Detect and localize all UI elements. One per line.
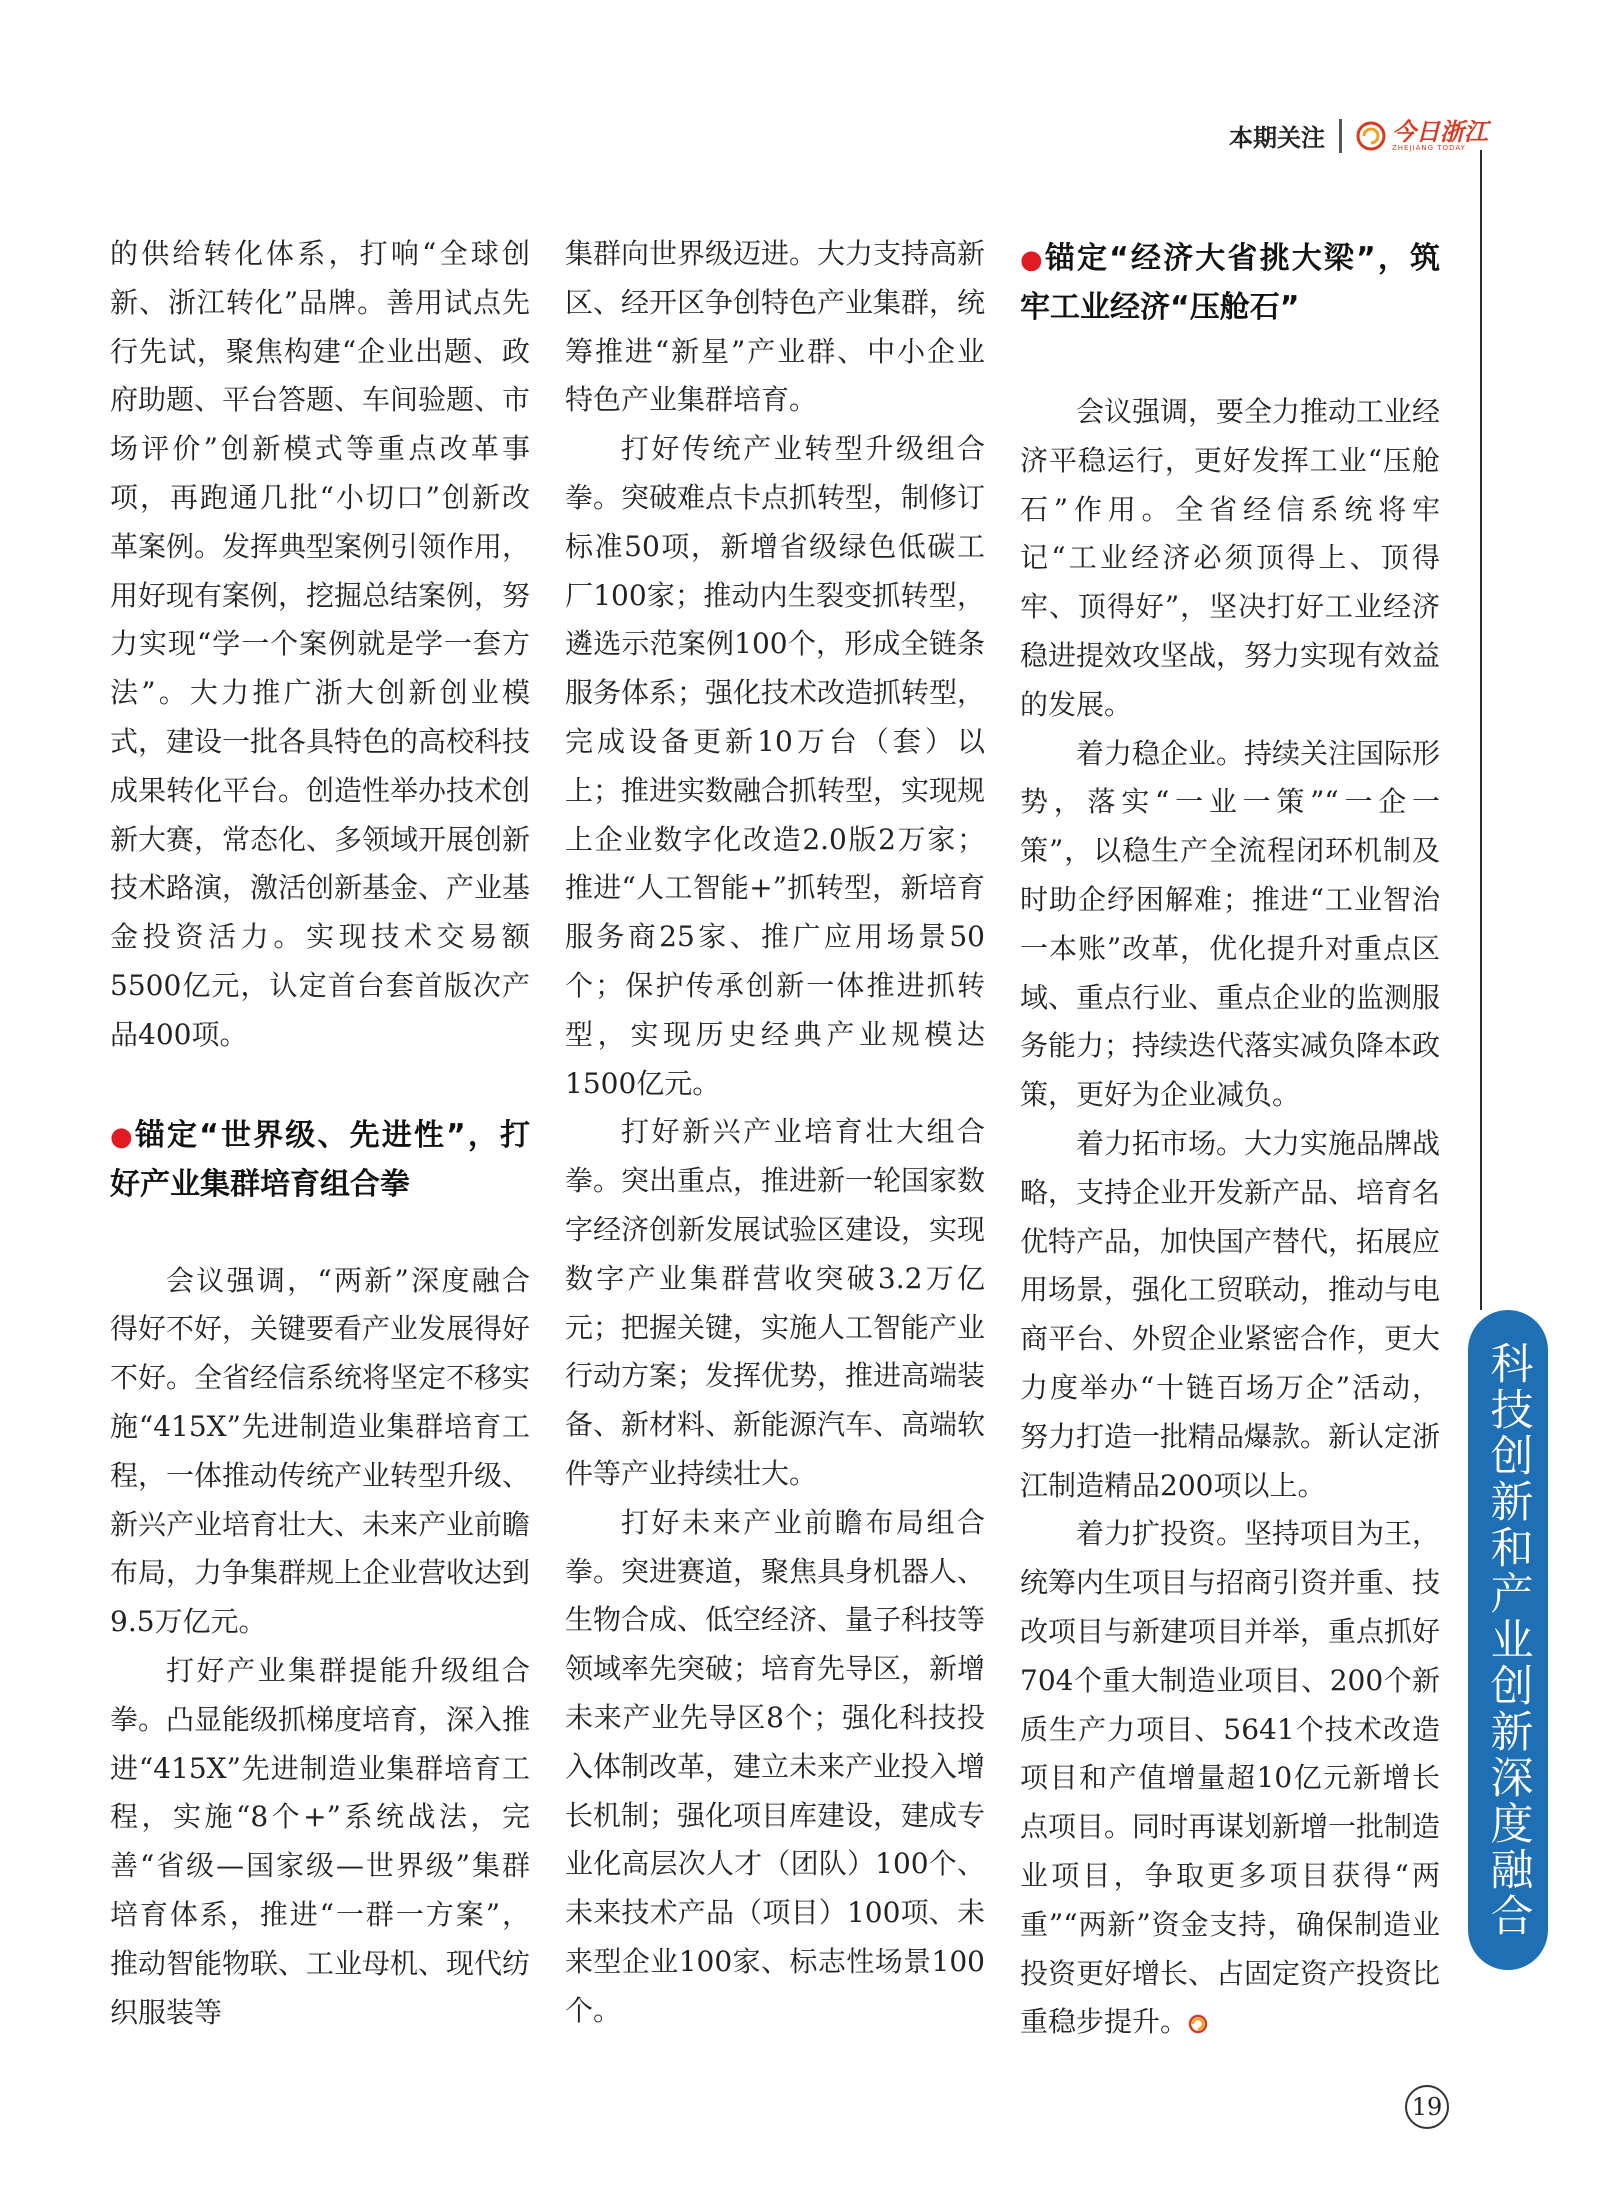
topic-sidebar-tab (1468, 1310, 1548, 1970)
paragraph: 集群向世界级迈进。大力支持高新区、经开区争创特色产业集群，统筹推进“新星”产业群、中小企业特色产业集群培育。 (565, 237, 986, 417)
header-divider (1339, 119, 1342, 153)
section-title: 本期关注 (1229, 124, 1325, 152)
heading-text: 锚定“世界级、先进性”，打好产业集群培育组合拳 (110, 1117, 531, 1202)
end-mark-icon (1188, 2014, 1208, 2034)
section-heading (110, 1112, 530, 1209)
column-1 (110, 230, 530, 2037)
paragraph: 的供给转化体系，打响“全球创新、浙江转化”品牌。善用试点先行先试，聚焦构建“企业出题、政府助题、平台答题、车间验题、市场评价”创新模式等重点改革事项，再跑通几批“小切口”创新改革案例。发挥典型案例引领作用，用好现有案例，挖掘总结案例，努力实现“学一个案例就是学一套方法”。大力推广浙大创新创业模式，建设一批各具特色的高校科技成果转化平台。创造性举办技术创新大赛，常态化、多领域开展创新技术路演，激活创新基金、产业基金投资活力。实现技术交易额5500亿元，认定首台套首版次产品400项。 (110, 237, 531, 1051)
logo-text-cn: 今日浙江 (1392, 116, 1488, 146)
paragraph: 会议强调，要全力推动工业经济平稳运行，更好发挥工业“压舱石”作用。全省经信系统将牢记“工业经济必须顶得上、顶得牢、顶得好”，坚决打好工业经济稳进提效攻坚战，努力实现有效益的发展。 (1020, 395, 1441, 721)
topic-sidebar-label: 科技创新和产业创新深度融合 (1483, 1341, 1534, 1939)
section-heading (1020, 235, 1440, 332)
paragraph: 打好产业集群提能升级组合拳。凸显能级抓梯度培育，深入推进“415X”先进制造业集群培育工程，实施“8个+”系统战法，完善“省级—国家级—世界级”集群培育体系，推进“一群一方案”，推动智能物联、工业母机、现代纺织服装等 (110, 1653, 531, 2029)
column-3 (1020, 230, 1440, 2047)
paragraph: 着力拓市场。大力实施品牌战略，支持企业开发新产品、培育名优特产品，加快国产替代，拓展应用场景，强化工贸联动，推动与电商平台、外贸企业紧密合作，更大力度举办“十链百场万企”活动，努力打造一批精品爆款。新认定浙江制造精品200项以上。 (1020, 1126, 1441, 1502)
paragraph (1020, 1510, 1440, 2047)
paragraph: 着力稳企业。持续关注国际形势，落实“一业一策”“一企一策”，以稳生产全流程闭环机制及时助企纾困解难；推进“工业智治一本账”改革，优化提升对重点区域、重点行业、重点企业的监测服务能力；持续迭代落实减负降本政策，更好为企业减负。 (1020, 736, 1441, 1112)
page-number: 19 (1405, 2085, 1449, 2129)
paragraph: 打好新兴产业培育壮大组合拳。突出重点，推进新一轮国家数字经济创新发展试验区建设，实现数字产业集群营收突破3.2万亿元；把握关键，实施人工智能产业行动方案；发挥优势，推进高端装备、新材料、新能源汽车、高端软件等产业持续壮大。 (565, 1115, 986, 1490)
magazine-logo (1356, 116, 1488, 152)
red-bullet-icon: ● (1020, 245, 1045, 275)
right-divider-line (1480, 150, 1482, 1310)
page-header (1229, 118, 1488, 153)
red-bullet-icon: ● (110, 1121, 135, 1152)
logo-text-en: ZHEJIANG TODAY (1392, 143, 1466, 152)
paragraph: 会议强调，“两新”深度融合得好不好，关键要看产业发展得好不好。全省经信系统将坚定不移实施“415X”先进制造业集群培育工程，一体推动传统产业转型升级、新兴产业培育壮大、未来产业前瞻布局，力争集群规上企业营收达到9.5万亿元。 (110, 1263, 531, 1639)
paragraph: 打好未来产业前瞻布局组合拳。突进赛道，聚焦具身机器人、生物合成、低空经济、量子科技等领域率先突破；培育先导区，新增未来产业先导区8个；强化科技投入体制改革，建立未来产业投入增长机制；强化项目库建设，建成专业化高层次人才（团队）100个、未来技术产品（项目）100项、未来型企业100家、标志性场景100个。 (565, 1505, 986, 2027)
paragraph: 打好传统产业转型升级组合拳。突破难点卡点抓转型，制修订标准50项，新增省级绿色低碳工厂100家；推动内生裂变抓转型，遴选示范案例100个，形成全链条服务体系；强化技术改造抓转型，完成设备更新10万台（套）以上；推进实数融合抓转型，实现规上企业数字化改造2.0版2万家；推进“人工智能+”抓转型，新培育服务商25家、推广应用场景50个；保护传承创新一体推进抓转型，实现历史经典产业规模达1500亿元。 (565, 432, 986, 1100)
heading-text: 锚定“经济大省挑大梁”，筑牢工业经济“压舱石” (1020, 241, 1441, 325)
paragraph-text: 着力扩投资。坚持项目为王，统筹内生项目与招商引资并重、技改项目与新建项目并举，重点抓好704个重大制造业项目、200个新质生产力项目、5641个技术改造项目和产值增量超10亿元新增长点项目。同时再谋划新增一批制造业项目，争取更多项目获得“两重”“两新”资金支持，确保制造业投资更好增长、占固定资产投资比重稳步提升。 (1020, 1517, 1441, 2039)
logo-swirl-icon (1356, 121, 1386, 151)
column-2 (565, 230, 985, 2035)
